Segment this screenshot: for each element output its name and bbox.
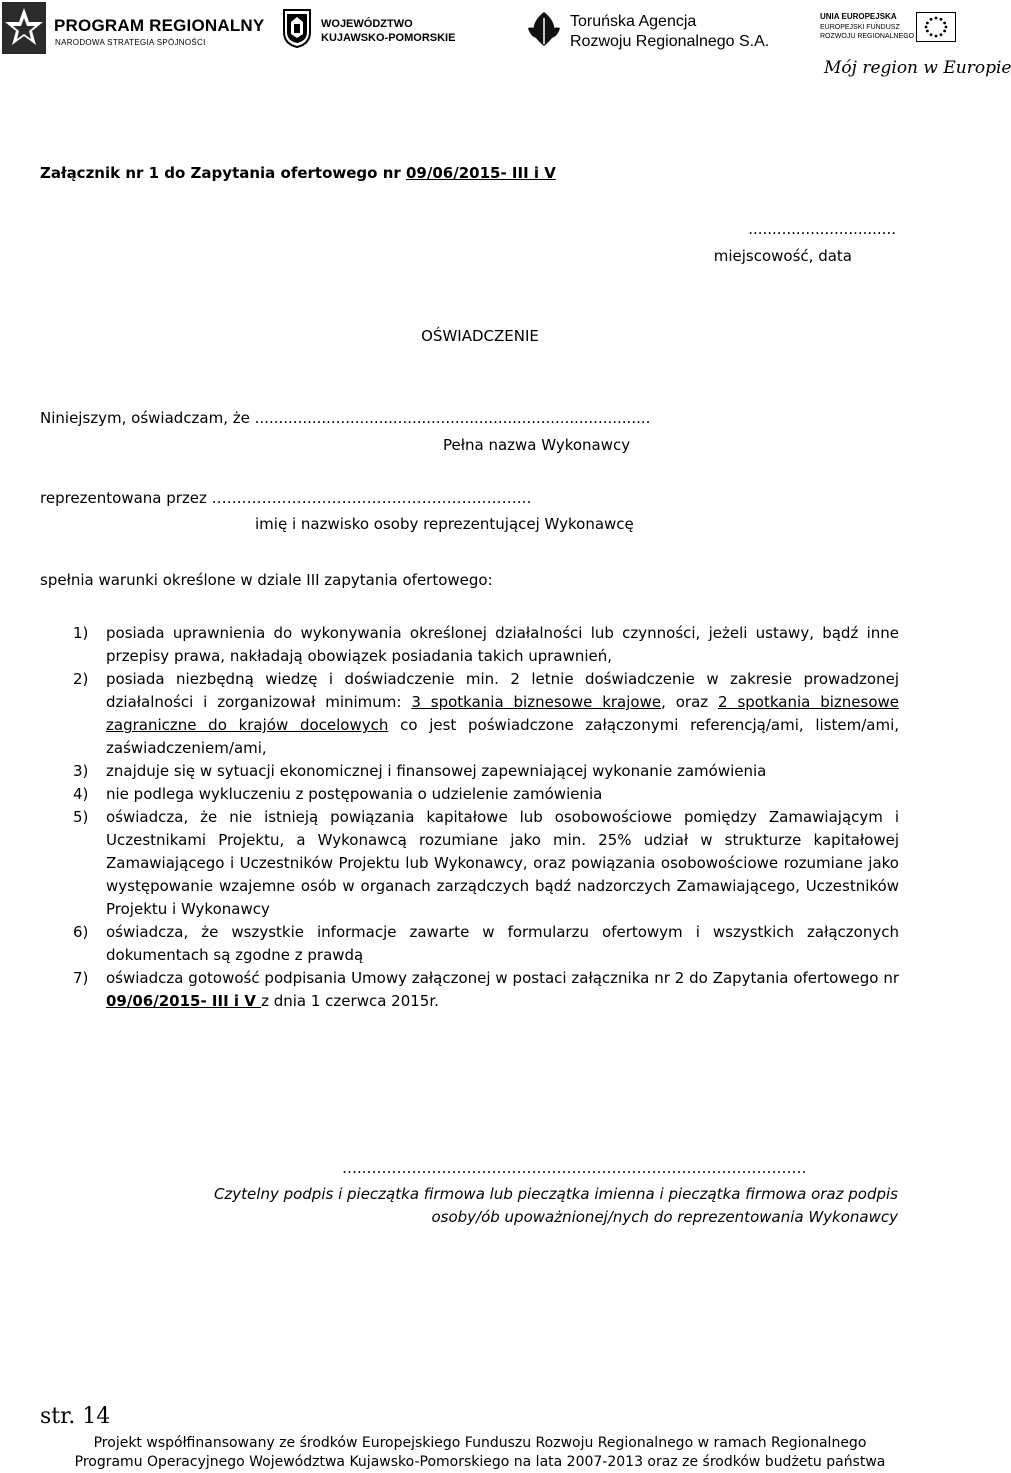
contractor-name-label: Pełna nazwa Wykonawcy <box>443 436 631 454</box>
page-number: str. 14 <box>40 1404 111 1429</box>
signature-caption-line1: Czytelny podpis i pieczątka firmowa lub pieczątka imienna i pieczątka firmowa oraz podpis <box>213 1185 898 1203</box>
crest-icon <box>282 8 312 48</box>
place-date-label: miejscowość, data <box>713 247 852 265</box>
eu-logo <box>820 10 1011 96</box>
tarr-line2: Rozwoju Regionalnego S.A. <box>570 33 770 50</box>
item-text: oświadcza, że nie istnieją powiązania kapitałowe lub osobowościowe pomiędzy Zamawiającym i Uczestnikami Projektu, a Wykonawcą rozumiane jako min. 25% udział w strukturze kapitałowej Zamawiającego i Uczestników Projektu lub Wykonawcy, oraz powiązania osobowościowe rozumiane jako występowanie wzajemne osób w organach zarządczych bądź nadzorczych Zamawiającego, Uczestników Projektu i Wykonawcy <box>106 808 899 918</box>
tarr-logo <box>526 6 770 56</box>
item-text-bold: 09/06/2015- III i V <box>106 992 262 1010</box>
wojewodztwo-line1: WOJEWÓDZTWO <box>321 18 413 30</box>
attachment-heading <box>40 163 556 183</box>
declaration-line: Niniejszym, oświadczam, że ................................................................................... <box>40 409 651 427</box>
eu-flag-icon <box>916 12 956 42</box>
item-text: oświadcza, że wszystkie informacje zawarte w formularzu ofertowym i wszystkich załączonych dokumentach są zgodne z prawdą <box>106 923 899 964</box>
star-logo-icon <box>2 2 46 54</box>
document-title: OŚWIADCZENIE <box>421 327 539 345</box>
item-number: 4) <box>73 785 89 803</box>
program-regionalny-logo <box>2 2 265 54</box>
eu-line1: UNIA EUROPEJSKA <box>820 12 897 21</box>
list-item <box>73 806 899 921</box>
item-text: posiada niezbędną wiedzę i doświadczenie min. 2 letnie doświadczenie w zakresie prowadzonej działalności i zorganizował minimum: <box>106 670 899 711</box>
item-text: , oraz <box>661 693 719 711</box>
eu-line2: EUROPEJSKI FUNDUSZ <box>820 24 900 31</box>
item-number: 2) <box>73 670 89 688</box>
list-item <box>73 760 899 783</box>
item-text: nie podlega wykluczeniu z postępowania o udzielenie zamówienia <box>106 785 603 803</box>
program-regionalny-title: PROGRAM REGIONALNY <box>54 16 265 35</box>
eu-line3: ROZWOJU REGIONALNEGO <box>820 33 915 40</box>
footer-line1: Projekt współfinansowany ze środków Europejskiego Funduszu Rozwoju Regionalnego w ramach Regionalnego <box>93 1435 867 1451</box>
tarr-line1: Toruńska Agencja <box>570 13 697 30</box>
item-number: 5) <box>73 808 89 826</box>
eu-slogan: Mój region w Europie <box>824 58 1011 78</box>
signature-dots: …..……………………………………………………………………………. <box>342 1159 807 1177</box>
wojewodztwo-logo <box>282 8 456 52</box>
conditions-intro: spełnia warunki określone w dziale III zapytania ofertowego: <box>40 571 493 589</box>
item-number: 1) <box>73 624 89 642</box>
footer-line2: Programu Operacyjnego Województwa Kujawsko-Pomorskiego na lata 2007-2013 oraz ze środków budżetu państwa <box>74 1454 886 1470</box>
list-item <box>73 921 899 967</box>
item-number: 7) <box>73 969 89 987</box>
list-item <box>73 622 899 668</box>
item-text-underlined: 2 spotkania biznesowe zagraniczne do krajów docelowych <box>106 693 899 734</box>
signature-caption-line2: osoby/ób upoważnionej/nych do reprezentowania Wykonawcy <box>431 1208 898 1226</box>
list-item <box>73 783 899 806</box>
header-logos <box>0 0 1011 100</box>
item-text: posiada uprawnienia do wykonywania określonej działalności lub czynności, jeżeli ustawy, bądź inne przepisy prawa, nakładają obowiązek posiadania takich uprawnień, <box>106 624 899 665</box>
item-number: 3) <box>73 762 89 780</box>
list-item <box>73 668 899 760</box>
list-item <box>73 967 899 1013</box>
place-date-dots: ............................... <box>748 220 896 238</box>
leaf-logo-icon <box>526 10 562 48</box>
wojewodztwo-line2: KUJAWSKO-POMORSKIE <box>321 32 456 44</box>
program-regionalny-subtitle: NARODOWA STRATEGIA SPÓJNOŚCI <box>55 38 206 47</box>
represented-by-line: reprezentowana przez ………………………………………………………. <box>40 489 532 507</box>
representative-label: imię i nazwisko osoby reprezentującej Wykonawcę <box>255 515 634 533</box>
item-text-underlined: 3 spotkania biznesowe krajowe <box>411 693 662 711</box>
attachment-number: 09/06/2015- III i V <box>406 164 556 182</box>
attachment-prefix: Załącznik nr 1 do Zapytania ofertowego nr <box>40 164 406 182</box>
item-text: znajduje się w sytuacji ekonomicznej i finansowej zapewniającej wykonanie zamówienia <box>106 762 767 780</box>
item-text: z dnia 1 czerwca 2015r. <box>261 992 439 1010</box>
conditions-list <box>73 622 899 1013</box>
item-number: 6) <box>73 923 89 941</box>
item-text: oświadcza gotowość podpisania Umowy załączonej w postaci załącznika nr 2 do Zapytania ofertowego nr <box>106 969 899 987</box>
item-text: co jest poświadczone załączonymi referencją/ami, listem/ami, zaświadczeniem/ami, <box>106 716 900 757</box>
